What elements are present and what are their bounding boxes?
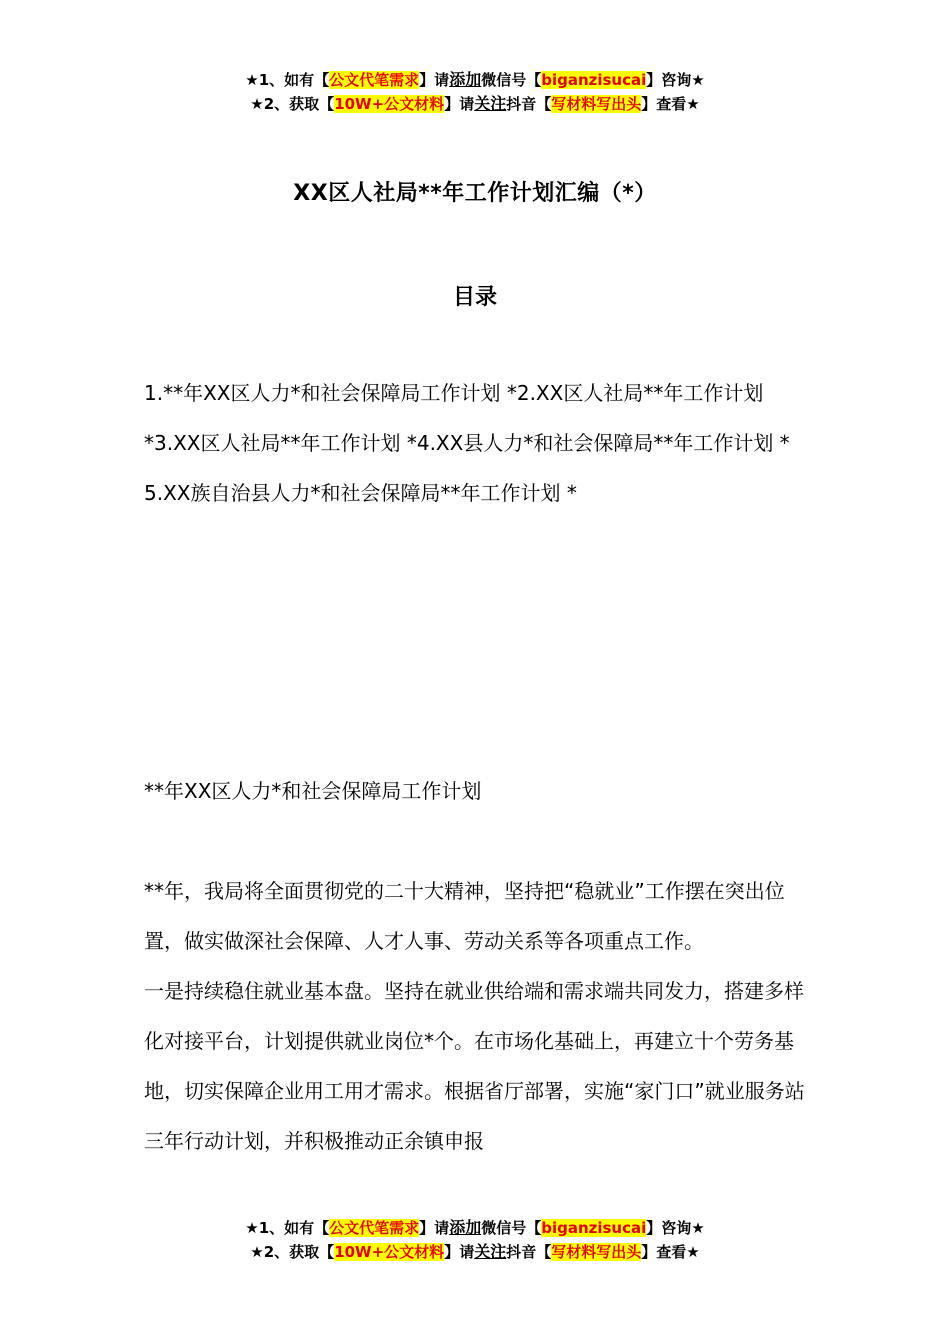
promo-emphasis: 添加 xyxy=(449,1218,482,1237)
promo-text: 】咨询★ xyxy=(646,1219,705,1237)
promo-text: 】请 xyxy=(444,1243,475,1261)
promo-line-1 xyxy=(0,1216,950,1240)
body-paragraph: **年，我局将全面贯彻党的二十大精神，坚持把“稳就业”工作摆在突出位置，做实做深社会保障、人才人事、劳动关系等各项重点工作。 xyxy=(144,879,785,953)
promo-text: 微信号【 xyxy=(481,71,542,89)
promo-highlight: 写材料写出头 xyxy=(551,1243,642,1261)
promo-text: 微信号【 xyxy=(481,1219,542,1237)
promo-text: ★2、获取【 xyxy=(250,95,335,113)
promo-text: ★1、如有【 xyxy=(245,71,330,89)
promo-line-1 xyxy=(0,68,950,92)
promo-line-2 xyxy=(0,1240,950,1264)
body-paragraph: 一是持续稳住就业基本盘。坚持在就业供给端和需求端共同发力，搭建多样化对接平台，计划提供就业岗位*个。在市场化基础上，再建立十个劳务基地，切实保障企业用工用才需求。根据省厅部署，实施“家门口”就业服务站三年行动计划，并积极推动正余镇申报 xyxy=(144,979,805,1153)
promo-text: 】请 xyxy=(419,1219,450,1237)
promo-text: ★1、如有【 xyxy=(245,1219,330,1237)
promo-text: 抖音【 xyxy=(506,1243,552,1261)
promo-text: 抖音【 xyxy=(506,95,552,113)
section-title: **年XX区人力*和社会保障局工作计划 xyxy=(144,779,482,803)
table-of-contents xyxy=(144,368,812,518)
document-title: XX区人社局**年工作计划汇编（*） xyxy=(293,181,657,206)
promo-text: 】请 xyxy=(444,95,475,113)
toc-item: 1.**年XX区人力*和社会保障局工作计划 *2.XX区人社局**年工作计划 *3.XX区人社局**年工作计划 *4.XX县人力*和社会保障局**年工作计划 * xyxy=(144,381,790,455)
promo-highlight: 写材料写出头 xyxy=(551,95,642,113)
promo-emphasis: 关注 xyxy=(474,94,507,113)
promo-highlight: 10W+公文材料 xyxy=(334,1243,445,1261)
toc-heading: 目录 xyxy=(452,285,497,310)
promo-line-2 xyxy=(0,92,950,116)
promo-emphasis: 关注 xyxy=(474,1242,507,1261)
header-promo-banner xyxy=(0,68,950,116)
promo-highlight: 公文代笔需求 xyxy=(329,71,420,89)
promo-text: 】查看★ xyxy=(641,95,700,113)
promo-text: 】查看★ xyxy=(641,1243,700,1261)
promo-highlight: biganzisucai xyxy=(541,1219,647,1237)
promo-highlight: 10W+公文材料 xyxy=(334,95,445,113)
promo-text: 】咨询★ xyxy=(646,71,705,89)
promo-text: ★2、获取【 xyxy=(250,1243,335,1261)
promo-emphasis: 添加 xyxy=(449,70,482,89)
promo-highlight: 公文代笔需求 xyxy=(329,1219,420,1237)
document-body xyxy=(144,866,812,1166)
promo-highlight: biganzisucai xyxy=(541,71,647,89)
promo-text: 】请 xyxy=(419,71,450,89)
footer-promo-banner xyxy=(0,1216,950,1264)
toc-item: 5.XX族自治县人力*和社会保障局**年工作计划 * xyxy=(144,481,577,505)
